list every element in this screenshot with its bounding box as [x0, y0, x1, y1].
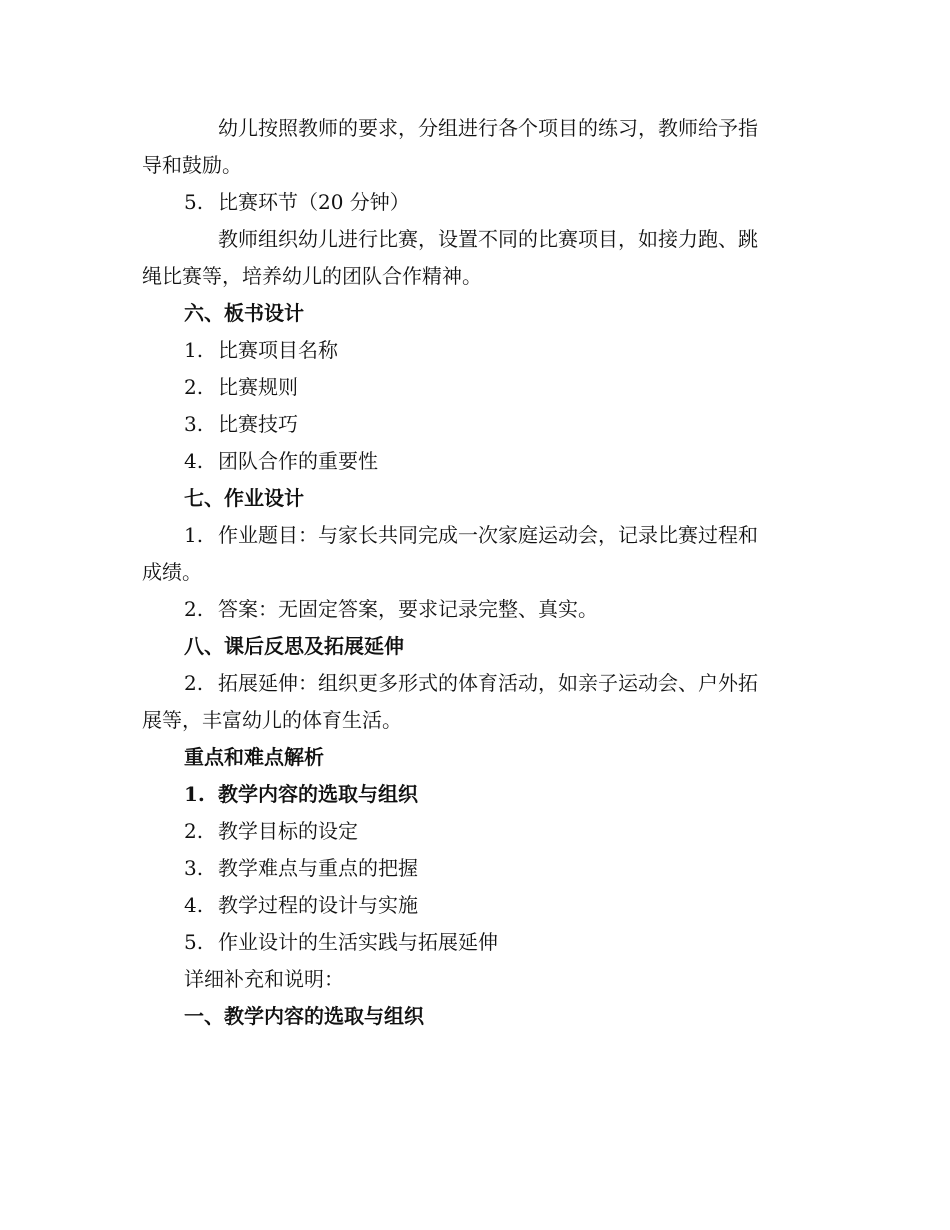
homework-item-2: [142, 591, 808, 628]
extension-item-line-2: 展等，丰富幼儿的体育生活。: [142, 708, 402, 732]
homework-item-2-text: 答案：无固定答案，要求记录完整、真实。: [218, 597, 598, 621]
board-item-number: 2.: [184, 375, 204, 399]
key-point-text: 作业设计的生活实践与拓展延伸: [218, 930, 498, 954]
board-item: [142, 332, 808, 369]
key-point-item: [142, 924, 808, 961]
key-point-number: 5.: [184, 930, 204, 954]
paragraph-competition-line-2: 绳比赛等，培养幼儿的团队合作精神。: [142, 264, 482, 288]
board-item-text: 比赛规则: [218, 375, 298, 399]
board-item-text: 比赛项目名称: [218, 338, 338, 362]
extension-item-line-1: [142, 665, 808, 702]
homework-item-1-number: 1.: [184, 523, 204, 547]
paragraph-practice-line-1: 幼儿按照教师的要求，分组进行各个项目的练习，教师给予指: [218, 116, 758, 140]
homework-item-1-line-1: [142, 517, 808, 554]
board-item: [142, 369, 808, 406]
detail-label: 详细补充和说明：: [184, 967, 344, 991]
board-item-text: 团队合作的重要性: [218, 449, 378, 473]
board-item: [142, 406, 808, 443]
extension-item-number: 2.: [184, 671, 204, 695]
homework-item-1-line-2: 成绩。: [142, 560, 202, 584]
key-point-number: 2.: [184, 819, 204, 843]
paragraph-practice-line-2: 导和鼓励。: [142, 153, 242, 177]
section-7-title: 七、作业设计: [184, 486, 304, 510]
document-body: [142, 110, 808, 1035]
key-point-number: 1.: [184, 782, 205, 806]
homework-item-1-text: 作业题目：与家长共同完成一次家庭运动会，记录比赛过程和: [218, 523, 758, 547]
section-8-title: 八、课后反思及拓展延伸: [184, 634, 404, 658]
section-1-title: 一、教学内容的选取与组织: [184, 1004, 424, 1028]
step-5-text: 比赛环节（20 分钟）: [218, 190, 410, 214]
board-item-text: 比赛技巧: [218, 412, 298, 436]
key-point-text: 教学难点与重点的把握: [218, 856, 418, 880]
section-6-title: 六、板书设计: [184, 301, 304, 325]
extension-item-text: 拓展延伸：组织更多形式的体育活动，如亲子运动会、户外拓: [218, 671, 758, 695]
key-point-item: [142, 776, 808, 813]
step-5-heading: [142, 184, 808, 221]
board-item: [142, 443, 808, 480]
key-point-item: [142, 850, 808, 887]
key-point-text: 教学目标的设定: [218, 819, 358, 843]
key-point-number: 3.: [184, 856, 204, 880]
paragraph-competition-line-1: 教师组织幼儿进行比赛，设置不同的比赛项目，如接力跑、跳: [218, 227, 758, 251]
homework-item-2-number: 2.: [184, 597, 204, 621]
key-point-item: [142, 887, 808, 924]
board-item-number: 1.: [184, 338, 204, 362]
board-item-number: 3.: [184, 412, 204, 436]
key-point-text: 教学过程的设计与实施: [218, 893, 418, 917]
key-points-title: 重点和难点解析: [184, 745, 324, 769]
step-5-number: 5.: [184, 190, 204, 214]
board-item-number: 4.: [184, 449, 204, 473]
key-point-item: [142, 813, 808, 850]
key-point-number: 4.: [184, 893, 204, 917]
key-point-text: 教学内容的选取与组织: [218, 782, 418, 806]
